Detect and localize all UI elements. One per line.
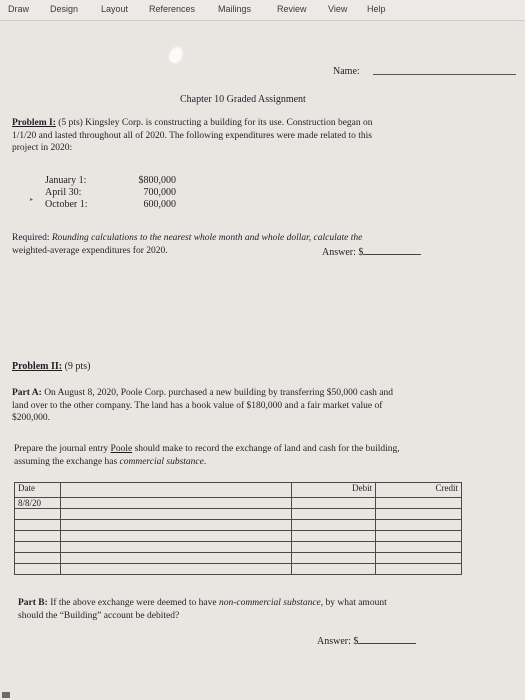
table-row <box>15 520 462 531</box>
problem2-heading: Problem II: <box>12 361 63 372</box>
required-label: Required: <box>12 233 50 243</box>
answer-blank[interactable] <box>358 634 416 644</box>
ribbon-tab-bar <box>0 0 525 21</box>
header-account <box>60 483 291 498</box>
table-cell[interactable] <box>376 531 462 542</box>
table-cell[interactable] <box>60 531 291 542</box>
table-header-row <box>15 483 462 498</box>
table-cell[interactable] <box>292 509 376 520</box>
partA-text <box>12 387 512 425</box>
assuming-italic: commercial substance <box>119 456 204 467</box>
table-row <box>15 553 462 564</box>
table-cell[interactable] <box>15 542 61 553</box>
answer-blank[interactable] <box>363 245 421 255</box>
tab-design[interactable]: Design <box>50 4 79 14</box>
answer-label: Answer: $ <box>317 636 359 647</box>
header-date: Date <box>15 483 61 498</box>
table-row <box>15 542 462 553</box>
problem2-header <box>12 360 90 373</box>
table-cell[interactable] <box>60 498 291 509</box>
problem1-text <box>12 117 507 155</box>
table-cell[interactable]: 8/8/20 <box>15 498 61 509</box>
problem1-heading: Problem I: <box>12 118 56 128</box>
tab-review[interactable]: Review <box>277 4 307 14</box>
table-cell[interactable] <box>292 520 376 531</box>
partB-pre: If the above exchange were deemed to have <box>50 598 219 608</box>
problem1-answer <box>322 245 421 259</box>
page-title: Chapter 10 Graded Assignment <box>180 94 306 105</box>
tab-references[interactable]: References <box>149 4 196 14</box>
expenditure-date: January 1: <box>45 175 87 186</box>
table-cell[interactable] <box>376 509 462 520</box>
table-cell[interactable] <box>60 542 291 553</box>
expenditure-date: April 30: <box>45 187 82 198</box>
table-row <box>15 564 462 575</box>
table-cell[interactable] <box>376 553 462 564</box>
partA-line-2: land over to the other company. The land has a book value of $180,000 and a fair market value of <box>12 400 383 411</box>
tab-layout[interactable]: Layout <box>101 4 129 14</box>
required-line-2: weighted-average expenditures for 2020. <box>12 245 168 256</box>
tab-mailings[interactable]: Mailings <box>218 4 252 14</box>
header-debit: Debit <box>292 483 376 498</box>
partB-italic: non-commercial substance <box>219 598 321 608</box>
prepare-pre: Prepare the journal entry <box>14 444 111 454</box>
table-cell[interactable] <box>15 531 61 542</box>
table-cell[interactable] <box>15 553 61 564</box>
table-cell[interactable] <box>15 564 61 575</box>
table-cell[interactable] <box>376 520 462 531</box>
problem1-line-1: (5 pts) Kingsley Corp. is constructing a building for its use. Construction began on <box>58 118 373 128</box>
problem2-answer <box>317 634 416 648</box>
partA-line-3: $200,000. <box>12 413 50 423</box>
tab-view[interactable]: View <box>328 4 348 14</box>
table-row <box>15 531 462 542</box>
table-cell[interactable] <box>15 520 61 531</box>
assuming-post: . <box>203 456 207 467</box>
table-cell[interactable] <box>292 542 376 553</box>
table-cell[interactable] <box>376 542 462 553</box>
table-cell[interactable] <box>292 553 376 564</box>
table-cell[interactable] <box>376 564 462 575</box>
prepare-name: Poole <box>110 444 133 454</box>
table-cell[interactable] <box>292 531 376 542</box>
table-row <box>15 498 462 509</box>
table-cell[interactable] <box>60 509 291 520</box>
answer-label: Answer: $ <box>322 247 364 258</box>
bullet-icon: ▸ <box>30 197 34 203</box>
problem1-required <box>12 232 507 257</box>
partB-post: , by what amount <box>320 598 387 608</box>
table-cell[interactable] <box>292 564 376 575</box>
partB-label: Part B: <box>18 598 48 608</box>
expenditure-amount: 700,000 <box>143 187 176 198</box>
name-label: Name: <box>333 66 360 77</box>
tab-draw[interactable]: Draw <box>8 4 30 14</box>
partA-prepare <box>14 443 514 468</box>
table-cell[interactable] <box>376 498 462 509</box>
partA-label: Part A: <box>12 388 42 398</box>
tab-help[interactable]: Help <box>367 4 386 14</box>
prepare-post: should make to record the exchange of land and cash for the building, <box>132 444 400 454</box>
problem2-points: (9 pts) <box>64 361 91 372</box>
assuming-pre: assuming the exchange has <box>14 456 120 467</box>
expenditure-amount: 600,000 <box>143 199 176 210</box>
partB-line-2: should the “Building” account be debited? <box>18 610 180 621</box>
header-credit: Credit <box>376 483 462 498</box>
expenditure-date: October 1: <box>45 199 88 210</box>
partA-line-1: On August 8, 2020, Poole Corp. purchased a new building by transferring $50,000 cash and <box>44 388 393 398</box>
table-cell[interactable] <box>60 564 291 575</box>
journal-entry-table <box>14 482 462 575</box>
table-cell[interactable] <box>292 498 376 509</box>
table-cell[interactable] <box>15 509 61 520</box>
name-blank[interactable] <box>373 74 516 75</box>
problem1-line-2: 1/1/20 and lasted throughout all of 2020. The following expenditures were made related to this <box>12 130 372 141</box>
table-row <box>15 509 462 520</box>
table-cell[interactable] <box>60 553 291 564</box>
partB-text <box>18 597 518 622</box>
required-text: Rounding calculations to the nearest whole month and whole dollar, calculate the <box>51 233 363 243</box>
status-bar-icon <box>2 692 10 698</box>
table-cell[interactable] <box>60 520 291 531</box>
expenditure-amount: $800,000 <box>138 175 176 186</box>
problem1-line-3: project in 2020: <box>12 143 73 153</box>
